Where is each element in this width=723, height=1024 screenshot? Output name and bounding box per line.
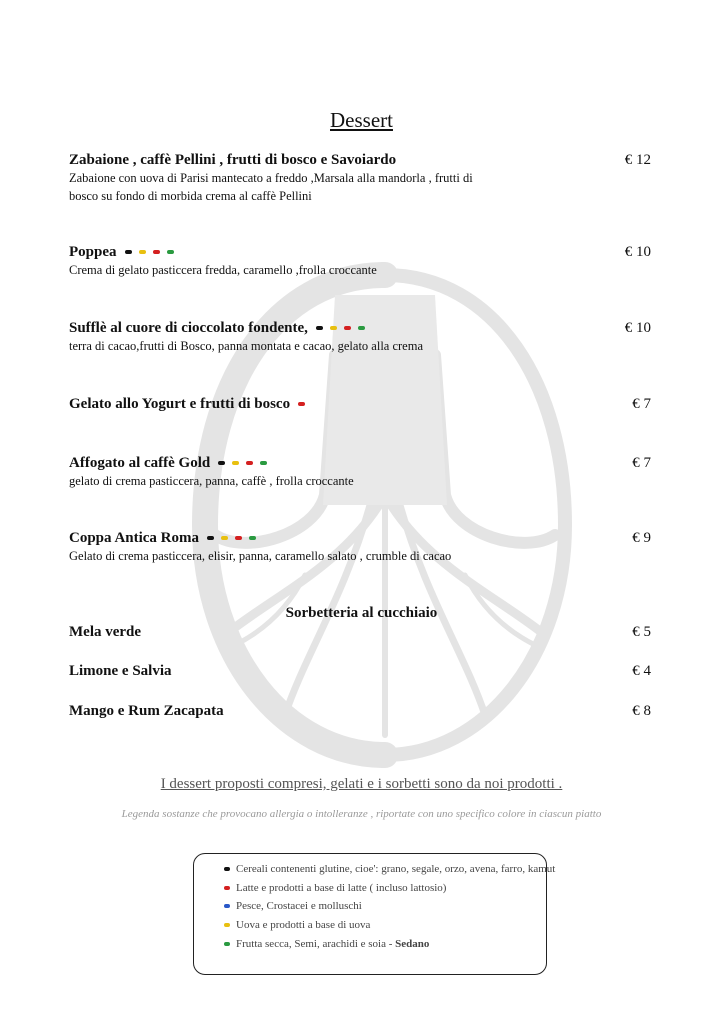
item-description: bosco su fondo di morbida crema al caffè Pellini [69, 189, 312, 203]
allergen-dot-red [246, 461, 253, 465]
allergen-dot-yellow [330, 326, 337, 330]
menu-item [69, 319, 651, 355]
allergen-dots [218, 454, 274, 472]
item-price: € 8 [632, 703, 651, 719]
item-price: € 7 [632, 455, 651, 471]
item-name: Mela verde [69, 624, 142, 640]
item-description: terra di cacao,frutti di Bosco, panna montata e cacao, gelato alla crema [69, 339, 423, 353]
item-name: Gelato allo Yogurt e frutti di bosco [69, 396, 291, 412]
legend-text: Latte e prodotti a base di latte ( incluso lattosio) [236, 882, 447, 894]
house-made-note: I dessert proposti compresi, gelati e i sorbetti sono da noi prodotti . [160, 776, 563, 792]
item-description: gelato di crema pasticcera, panna, caffè , frolla croccante [69, 474, 354, 488]
item-name: Poppea [69, 244, 117, 260]
allergen-dot-red [235, 536, 242, 540]
item-name: Zabaione , caffè Pellini , frutti di bosco e Savoiardo [69, 152, 397, 168]
legend-title: Legenda sostanze che provocano allergia o intolleranze , riportate con uno specifico colore in ciascun piatto [121, 808, 602, 820]
allergen-dot-red [298, 402, 305, 406]
item-price: € 4 [632, 663, 651, 679]
allergen-dot-black [218, 461, 225, 465]
legend-row [224, 938, 429, 950]
menu-item [69, 529, 651, 565]
sorbet-item [69, 624, 651, 641]
item-name: Limone e Salvia [69, 663, 172, 679]
allergen-legend-box [193, 853, 556, 975]
allergen-dot-red [153, 250, 160, 254]
allergen-dots [207, 529, 263, 547]
sorbet-item [69, 703, 651, 720]
legend-text: Pesce, Crostacei e molluschi [236, 900, 362, 912]
allergen-dot-green [260, 461, 267, 465]
menu-item [69, 395, 651, 413]
item-price: € 10 [624, 320, 651, 336]
legend-text: Frutta secca, Semi, arachidi e soia - [236, 938, 396, 950]
legend-text: Cereali contenenti glutine, cioe': grano, segale, orzo, avena, farro, kamut [236, 863, 556, 875]
item-name: Coppa Antica Roma [69, 530, 200, 546]
legend-dot [224, 886, 230, 890]
item-price: € 10 [624, 244, 651, 260]
allergen-dot-black [207, 536, 214, 540]
item-price: € 9 [632, 530, 651, 546]
item-description: Zabaione con uova di Parisi mantecato a freddo ,Marsala alla mandorla , frutti di [69, 171, 473, 185]
item-name: Mango e Rum Zacapata [69, 703, 224, 719]
menu-item [69, 243, 651, 279]
legend-row [224, 919, 370, 931]
menu-item [69, 454, 651, 490]
allergen-dot-black [316, 326, 323, 330]
menu-item [69, 151, 651, 205]
item-price: € 12 [624, 152, 651, 168]
allergen-dot-black [125, 250, 132, 254]
item-price: € 7 [632, 396, 651, 412]
item-name: Affogato al caffè Gold [69, 455, 211, 471]
allergen-dot-green [358, 326, 365, 330]
allergen-dot-green [167, 250, 174, 254]
sorbetteria-title: Sorbetteria al cucchiaio [285, 605, 438, 621]
allergen-dot-yellow [139, 250, 146, 254]
allergen-dot-red [344, 326, 351, 330]
allergen-dot-green [249, 536, 256, 540]
allergen-dot-yellow [232, 461, 239, 465]
allergen-dot-yellow [221, 536, 228, 540]
legend-row [224, 900, 362, 912]
item-description: Gelato di crema pasticcera, elisir, panna, caramello salato , crumble di cacao [69, 549, 452, 563]
legend-bold-text: Sedano [395, 938, 430, 950]
legend-text: Uova e prodotti a base di uova [236, 919, 371, 931]
item-price: € 5 [632, 624, 651, 640]
sorbet-item [69, 663, 651, 680]
legend-dot [224, 867, 230, 871]
page-title: Dessert [330, 108, 393, 132]
legend-dot [224, 942, 230, 946]
legend-row [224, 863, 555, 875]
item-description: Crema di gelato pasticcera fredda, caramello ,frolla croccante [69, 263, 377, 277]
legend-dot [224, 923, 230, 927]
allergen-dots [125, 243, 181, 261]
item-name: Sufflè al cuore di cioccolato fondente, [69, 320, 308, 336]
allergen-dots [316, 319, 372, 337]
legend-row [224, 882, 446, 894]
allergen-dots [298, 395, 312, 413]
legend-dot [224, 904, 230, 908]
